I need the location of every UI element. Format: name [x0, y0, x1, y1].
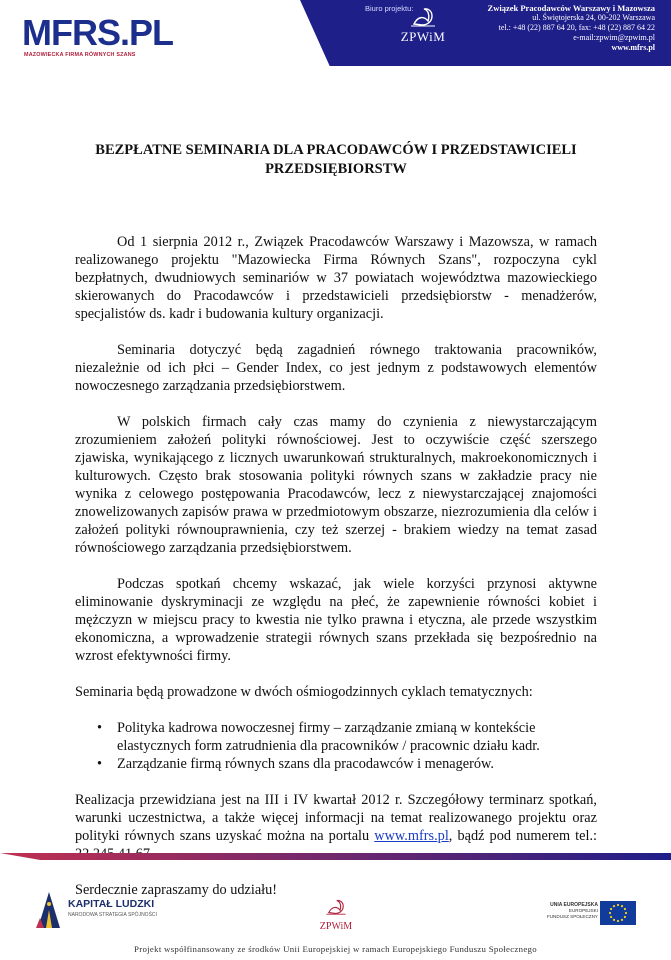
- kapital-ludzki-title: KAPITAŁ LUDZKI: [68, 898, 155, 910]
- mfrs-logo: [22, 12, 173, 74]
- kapital-ludzki-subtitle: NARODOWA STRATEGIA SPÓJNOŚCI: [68, 912, 157, 918]
- project-office-label: Biuro projektu:: [365, 4, 414, 13]
- zpwim-logo-name: ZPWiM: [400, 29, 446, 44]
- closing-line: Serdecznie zapraszamy do udziału!: [75, 882, 278, 898]
- cycles-intro: Seminaria będą prowadzone w dwóch ośmiogodzinnych cyklach tematycznych:: [75, 684, 533, 700]
- mfrs-logo-tagline: MAZOWIECKA FIRMA RÓWNYCH SZANS: [24, 52, 136, 58]
- contact-email: e-mail:zpwim@zpwim.pl: [573, 33, 655, 42]
- contact-phone: tel.: +48 (22) 887 64 20, fax: +48 (22) 887 64 22: [498, 23, 655, 32]
- zpwim-logo: [393, 6, 453, 54]
- project-cofinancing-note: Projekt współfinansowany ze środków Unii Europejskiej w ramach Europejskiego Funduszu Społecznego: [134, 944, 537, 954]
- paragraph-policy-context: W polskich firmach cały czas mamy do czynienia z niewystarczającym zrozumieniem założeń polityki równościowej. Jest to oczywiście część szerszego zjawiska, wynikającego z licznych uwarunkowań strukturalnych, makroekonomicznych i kulturowych. Często brak stosowania polityki równych szans w zakładzie pracy nie wynika z celowego postępowania Pracodawców, lecz z niewystarczającej znajomości znowelizowanych zapisów prawa w przedmiotowym obszarze, niezrozumienia dla celów i założeń polityki równouprawnienia, czy też szerzej - brakiem wiedzy na temat zasad równościowego zarządzania przedsiębiorstwem.: [75, 414, 597, 556]
- eu-line1: EUROPEJSKI: [568, 908, 598, 913]
- paragraph-realization: [75, 791, 597, 863]
- bullet-icon: •: [97, 720, 103, 736]
- portal-link[interactable]: www.mfrs.pl: [374, 828, 449, 844]
- eu-line2: FUNDUSZ SPOŁECZNY: [546, 914, 598, 919]
- zpwim-footer-logo: [312, 898, 360, 932]
- list-item-text: Polityka kadrowa nowoczesnej firmy – zarządzanie zmianą w kontekście elastycznych form zatrudnienia dla pracowników / pracownic działu kadr.: [117, 720, 540, 754]
- realization-text: Realizacja przewidziana jest na III i IV kwartał 2012 r. Szczegółowy terminarz spotkań, warunki uczestnictwa, a także więcej informacji na temat realizowanego projektu oraz polityki równych szans uzyskać można na portalu: [75, 792, 597, 844]
- contact-org: Związek Pracodawców Warszawy i Mazowsza: [487, 3, 655, 13]
- paragraph-seminar-topics: Seminaria dotyczyć będą zagadnień równego traktowania pracowników, niezależnie od ich płci – Gender Index, co jest jednym z podstawowych elementów nowoczesnego zarządzania przedsiębiorstwem.: [75, 342, 597, 394]
- zpwim-footer-name: ZPWiM: [319, 921, 353, 932]
- list-item-text: Zarządzanie firmą równych szans dla pracodawców i menagerów.: [117, 756, 494, 772]
- realization-tail: , bądź pod numerem tel.:: [448, 828, 597, 844]
- eu-flag-icon: [600, 901, 636, 925]
- list-item: [75, 755, 597, 773]
- cycles-list: [75, 719, 597, 773]
- document-title: BEZPŁATNE SEMINARIA DLA PRACODAWCÓW I PRZEDSTAWICIELI PRZEDSIĘBIORSTW: [95, 142, 577, 177]
- paragraph-meeting-goals: Podczas spotkań chcemy wskazać, jak wiele korzyści przynosi aktywne eliminowanie dyskryminacji ze względu na płeć, że zapewnienie równości kobiet i mężczyzn w miejscu pracy to kwestia nie tylko prawna i etyczna, ale przede wszystkim ekonomiczna, a wprowadzenie strategii równych szans przekłada się bezpośrednio na wzrost efektywności firmy.: [75, 576, 597, 664]
- contact-address: ul. Świętojerska 24, 00-202 Warszawa: [532, 13, 655, 22]
- eu-logo: [534, 897, 644, 931]
- document-body: [75, 233, 597, 899]
- kapital-ludzki-logo: [34, 890, 174, 934]
- kapital-ludzki-icon: [34, 890, 64, 930]
- eu-title: UNIA EUROPEJSKA: [550, 902, 598, 908]
- eu-text: [534, 902, 598, 920]
- list-item: [75, 719, 597, 755]
- zpwim-footer-swan-icon: [324, 898, 348, 916]
- zpwim-swan-icon: [408, 6, 438, 28]
- footer-band: [0, 853, 671, 860]
- bullet-icon: •: [97, 756, 103, 772]
- mfrs-logo-text: MFRS.PL: [22, 12, 173, 53]
- contact-block: [488, 3, 655, 53]
- contact-url: www.mfrs.pl: [611, 43, 655, 52]
- paragraph-intro: Od 1 sierpnia 2012 r., Związek Pracodawców Warszawy i Mazowsza, w ramach realizowanego projektu "Mazowiecka Firma Równych Szans", rozpoczyna cykl bezpłatnych, dwudniowych seminariów w 37 powiatach województwa mazowieckiego skierowanych do Pracodawców i przedstawicieli przedsiębiorstw - menadżerów, specjalistów ds. kadr i budowania kultury organizacji.: [75, 234, 597, 322]
